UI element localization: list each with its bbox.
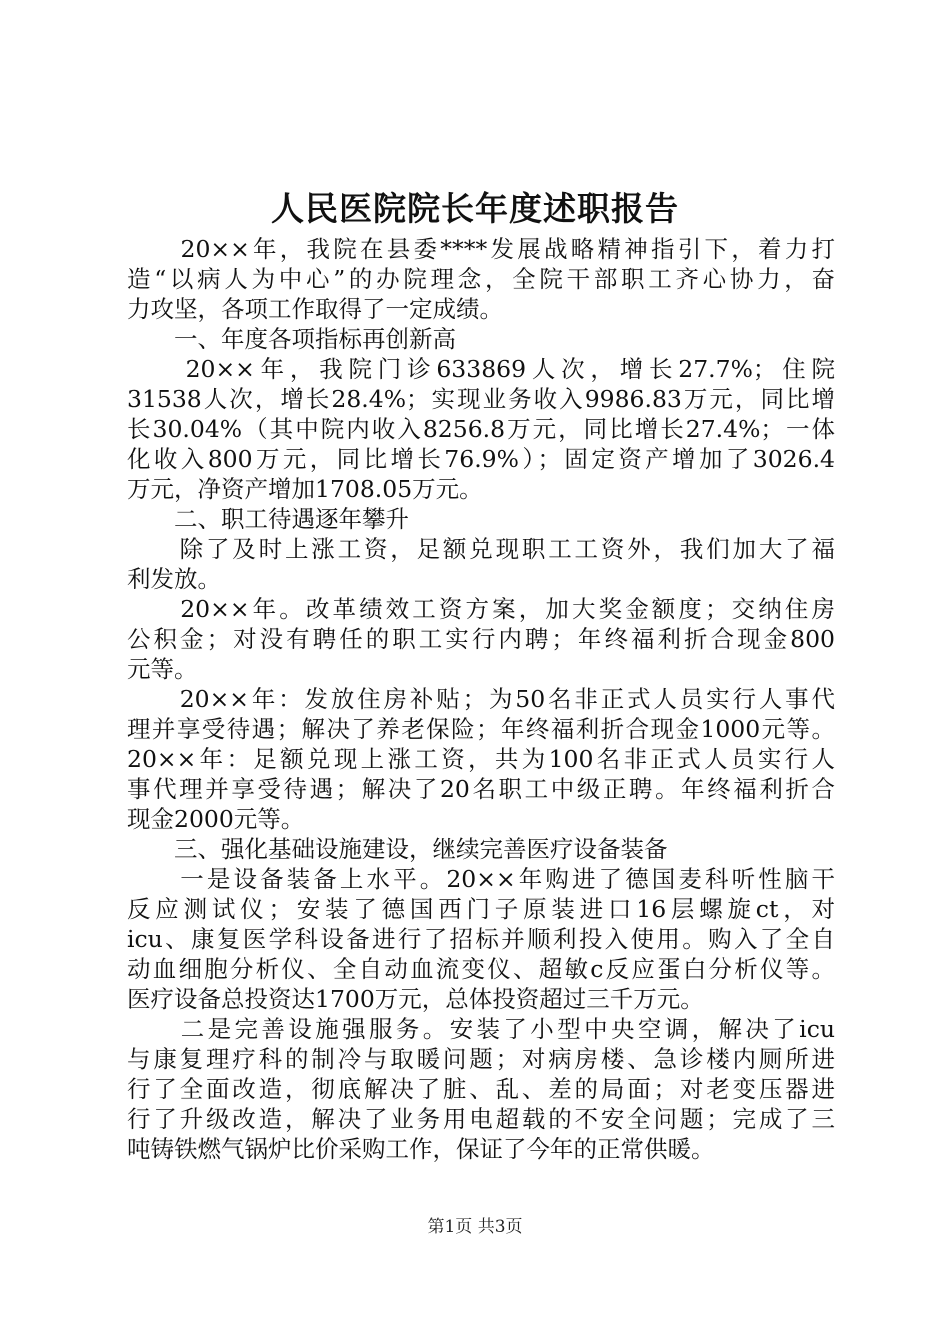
paragraph-line: 反应测试仪；安装了德国西门子原装进口16层螺旋ct，对 bbox=[127, 895, 835, 923]
paragraph-line: 三、强化基础设施建设，继续完善医疗设备装备 bbox=[127, 835, 668, 863]
page-footer: 第1页 共3页 bbox=[427, 1217, 523, 1237]
paragraph-line: 吨铸铁燃气锅炉比价采购工作，保证了今年的正常供暖。 bbox=[127, 1135, 715, 1163]
paragraph-line: 与康复理疗科的制冷与取暖问题；对病房楼、急诊楼内厕所进 bbox=[127, 1045, 835, 1073]
paragraph-line: 20××年，我院在县委****发展战略精神指引下，着力打 bbox=[127, 235, 835, 263]
paragraph-line: 事代理并享受待遇；解决了20名职工中级正聘。年终福利折合 bbox=[127, 775, 835, 803]
paragraph-line: 医疗设备总投资达1700万元，总体投资超过三千万元。 bbox=[127, 985, 704, 1013]
paragraph-line: 一、年度各项指标再创新高 bbox=[127, 325, 456, 353]
paragraph-line: 元等。 bbox=[127, 655, 198, 683]
document-title: 人民医院院长年度述职报告 bbox=[271, 189, 679, 228]
paragraph-line: 一是设备装备上水平。20××年购进了德国麦科听性脑干 bbox=[127, 865, 835, 893]
paragraph-line: 公积金；对没有聘任的职工实行内聘；年终福利折合现金800 bbox=[127, 625, 835, 653]
paragraph-line: 力攻坚，各项工作取得了一定成绩。 bbox=[127, 295, 503, 323]
paragraph-line: 利发放。 bbox=[127, 565, 221, 593]
paragraph-line: 31538人次，增长28.4%；实现业务收入9986.83万元，同比增 bbox=[127, 385, 835, 413]
paragraph-line: 万元，净资产增加1708.05万元。 bbox=[127, 475, 483, 503]
paragraph-line: 动血细胞分析仪、全自动血流变仪、超敏c反应蛋白分析仪等。 bbox=[127, 955, 835, 983]
paragraph-line: 化收入800万元，同比增长76.9%）；固定资产增加了3026.4 bbox=[127, 445, 835, 473]
paragraph-line: 20××年：足额兑现上涨工资，共为100名非正式人员实行人 bbox=[127, 745, 835, 773]
paragraph-line: 20××年：发放住房补贴；为50名非正式人员实行人事代 bbox=[127, 685, 835, 713]
paragraph-line: 行了全面改造，彻底解决了脏、乱、差的局面；对老变压器进 bbox=[127, 1075, 835, 1103]
paragraph-line: icu、康复医学科设备进行了招标并顺利投入使用。购入了全自 bbox=[127, 925, 835, 953]
document-body bbox=[127, 234, 835, 1164]
paragraph-line: 长30.04%（其中院内收入8256.8万元，同比增长27.4%；一体 bbox=[127, 415, 835, 443]
paragraph-line: 行了升级改造，解决了业务用电超载的不安全问题；完成了三 bbox=[127, 1105, 835, 1133]
paragraph-line: 20××年，我院门诊633869人次，增长27.7%；住院 bbox=[127, 355, 835, 383]
paragraph-line: 除了及时上涨工资，足额兑现职工工资外，我们加大了福 bbox=[127, 535, 835, 563]
paragraph-line: 造“以病人为中心”的办院理念，全院干部职工齐心协力，奋 bbox=[127, 265, 835, 293]
paragraph-line: 二是完善设施强服务。安装了小型中央空调，解决了icu bbox=[127, 1015, 835, 1043]
paragraph-line: 现金2000元等。 bbox=[127, 805, 305, 833]
paragraph-line: 二、职工待遇逐年攀升 bbox=[127, 505, 409, 533]
paragraph-line: 理并享受待遇；解决了养老保险；年终福利折合现金1000元等。 bbox=[127, 715, 835, 743]
paragraph-line: 20××年。改革绩效工资方案，加大奖金额度；交纳住房 bbox=[127, 595, 835, 623]
